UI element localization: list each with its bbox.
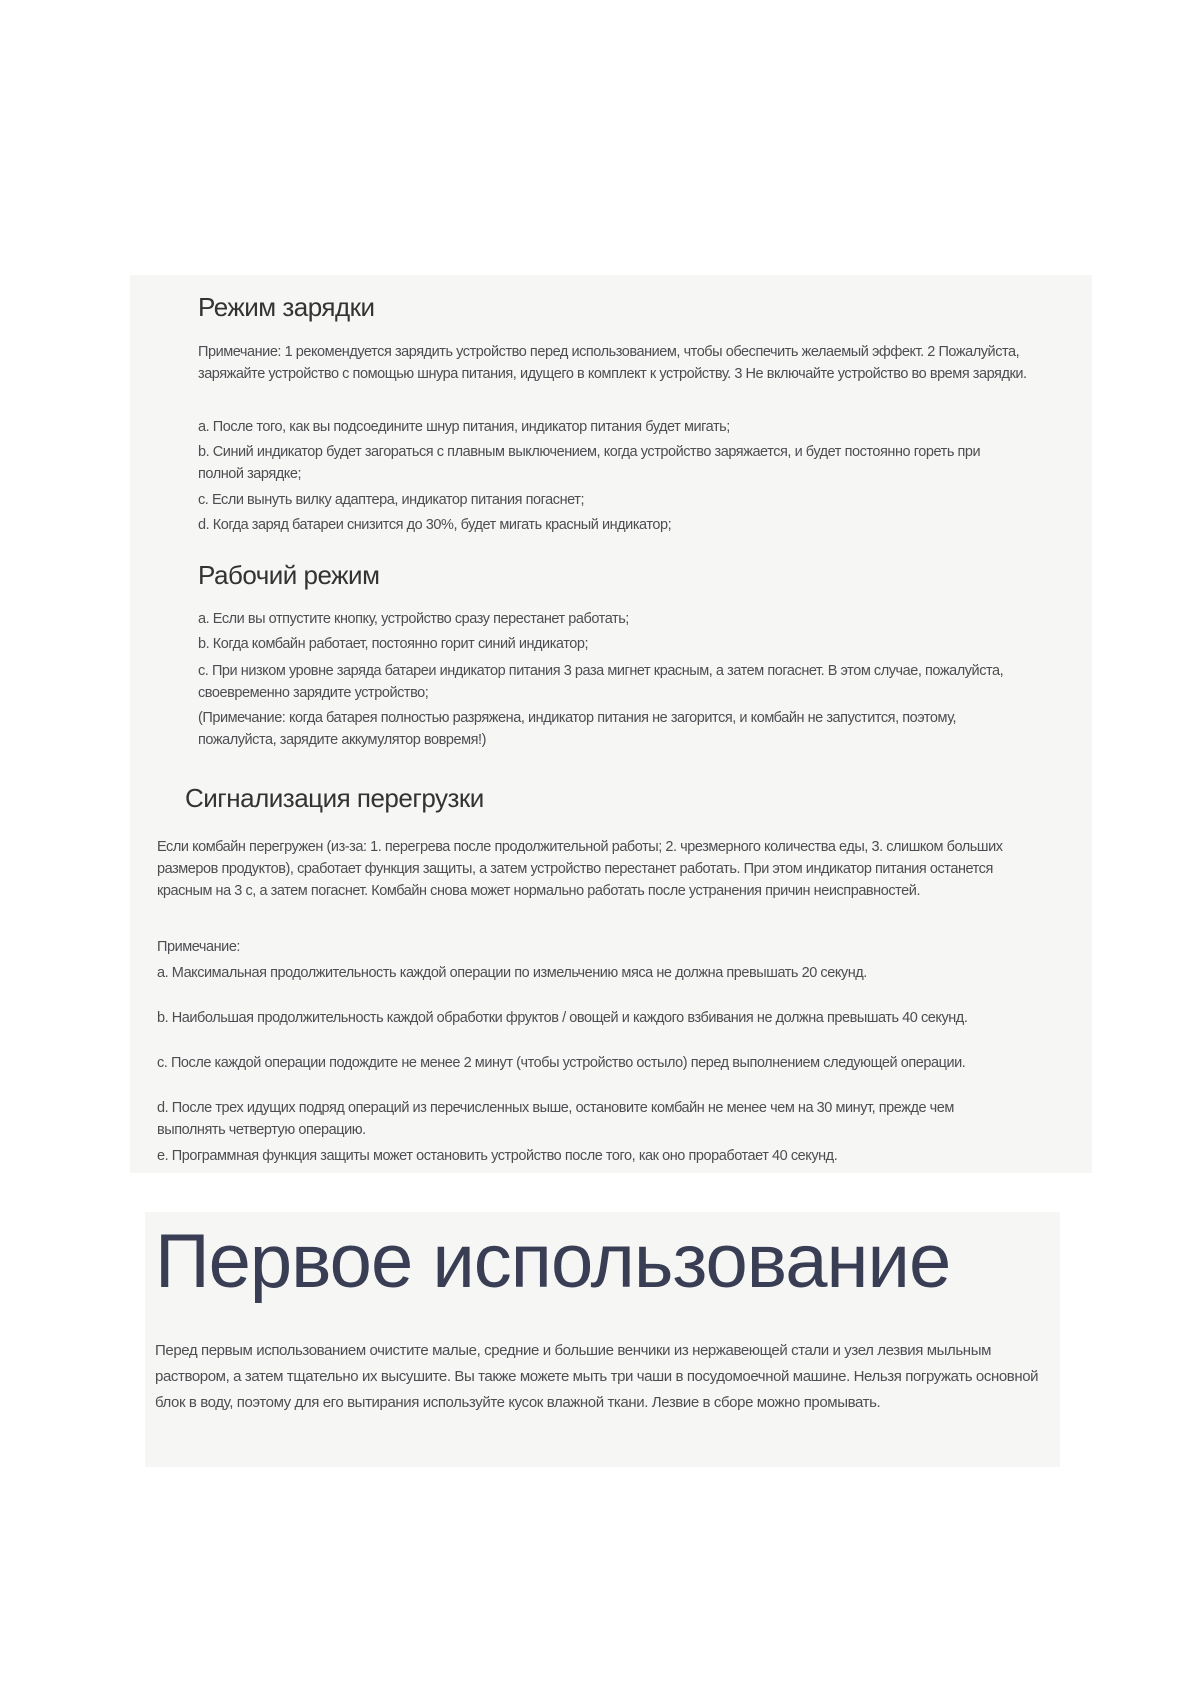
overload-item: e. Программная функция защиты может остановить устройство после того, как оно проработает 40 секунд. — [157, 1148, 838, 1164]
charging-item: b. Синий индикатор будет загораться с плавным выключением, когда устройство заряжается, и будет постоянно гореть при полной зарядке; — [198, 444, 981, 482]
first-use-heading: Первое использование — [155, 1219, 951, 1304]
working-item: (Примечание: когда батарея полностью разряжена, индикатор питания не загорится, и комбайн не запустится, поэтому, пожалуйста, зарядите аккумулятор вовремя!) — [198, 710, 957, 748]
charging-item: a. После того, как вы подсоедините шнур питания, индикатор питания будет мигать; — [198, 419, 730, 435]
overload-item: d. После трех идущих подряд операций из перечисленных выше, остановите комбайн не менее чем на 30 минут, прежде чем выполнять четвертую операцию. — [157, 1100, 954, 1138]
working-heading: Рабочий режим — [198, 560, 380, 590]
charging-item: d. Когда заряд батареи снизится до 30%, будет мигать красный индикатор; — [198, 517, 672, 533]
overload-note-label: Примечание: — [157, 939, 241, 955]
overload-text: Если комбайн перегружен (из-за: 1. перегрева после продолжительной работы; 2. чрезмерного количества еды, 3. слишком больших размеров продуктов), сработает функция защиты, а затем устройство перестанет работать. При этом индикатор питания останется красным на 3 с, а затем погаснет. Комбайн снова может нормально работать после устранения причин неисправностей. — [157, 839, 1003, 899]
overload-item: c. После каждой операции подождите не менее 2 минут (чтобы устройство остыло) перед выполнением следующей операции. — [157, 1055, 966, 1071]
charging-heading: Режим зарядки — [198, 292, 375, 322]
overload-item: b. Наибольшая продолжительность каждой обработки фруктов / овощей и каждого взбивания не должна превышать 40 секунд. — [157, 1010, 968, 1026]
first-use-text: Перед первым использованием очистите малые, средние и большие венчики из нержавеющей стали и узел лезвия мыльным раствором, а затем тщательно их высушите. Вы также можете мыть три чаши в посудомоечной машине. Нельзя погружать основной блок в воду, поэтому для его вытирания используйте кусок влажной ткани. Лезвие в сборе можно промывать. — [155, 1342, 1039, 1411]
overload-item: a. Максимальная продолжительность каждой операции по измельчению мяса не должна превышать 20 секунд. — [157, 965, 867, 981]
working-item: a. Если вы отпустите кнопку, устройство сразу перестанет работать; — [198, 611, 629, 627]
working-item: c. При низком уровне заряда батареи индикатор питания 3 раза мигнет красным, а затем погаснет. В этом случае, пожалуйста, своевременно зарядите устройство; — [198, 663, 1004, 701]
overload-heading: Сигнализация перегрузки — [185, 783, 484, 813]
charging-item: c. Если вынуть вилку адаптера, индикатор питания погаснет; — [198, 492, 585, 508]
working-item: b. Когда комбайн работает, постоянно горит синий индикатор; — [198, 636, 589, 652]
charging-note: Примечание: 1 рекомендуется зарядить устройство перед использованием, чтобы обеспечить желаемый эффект. 2 Пожалуйста, заряжайте устройство с помощью шнура питания, идущего в комплект к устройству. 3 Не включайте устройство во время зарядки. — [198, 344, 1027, 382]
